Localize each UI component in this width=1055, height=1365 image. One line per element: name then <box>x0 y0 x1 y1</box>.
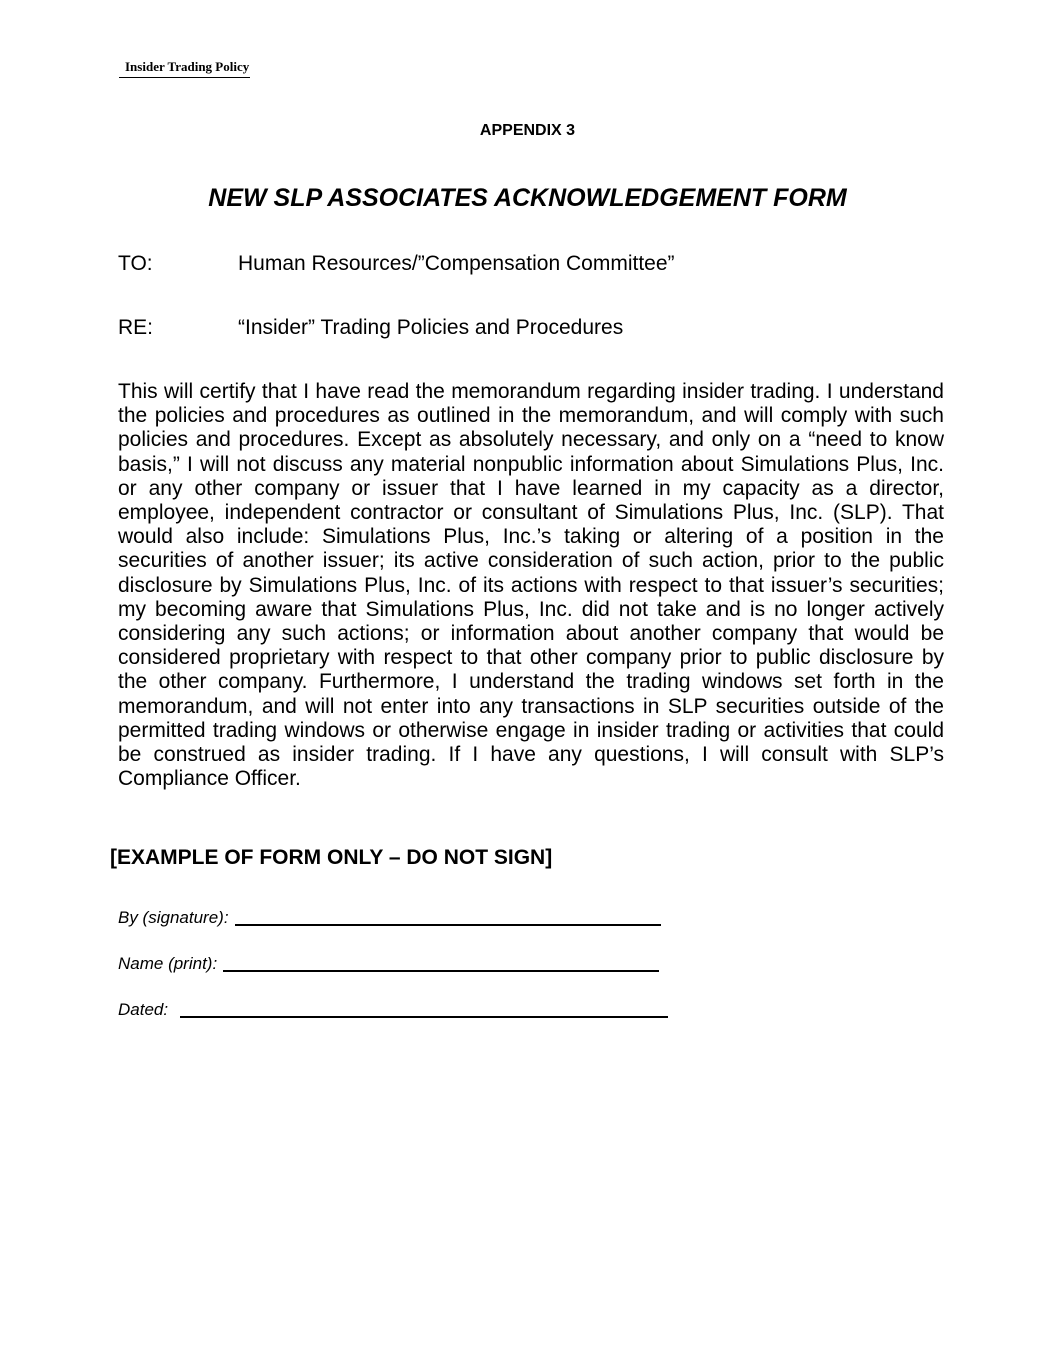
memo-to-value: Human Resources/”Compensation Committee” <box>238 252 675 275</box>
page-title: NEW SLP ASSOCIATES ACKNOWLEDGEMENT FORM <box>208 184 847 212</box>
name-line <box>118 952 659 975</box>
signature-line <box>118 906 661 929</box>
signature-label: By (signature): <box>118 908 229 927</box>
memo-re-row <box>118 315 623 341</box>
memo-re-label: RE: <box>118 316 154 339</box>
memo-to-label: TO: <box>118 252 153 275</box>
certification-paragraph: This will certify that I have read the memorandum regarding insider trading. I understand the policies and procedures as outlined in the memorandum, and will comply with such policies and procedures. Except as absolutely necessary, and only on a “need to know basis,” I will not discuss any material nonpublic information about Simulations Plus, Inc. or any other company or issuer that I have learned in my capacity as a director, employee, independent contractor or consultant of Simulations Plus, Inc. (SLP). That would also include: Simulations Plus, Inc.’s taking or altering of a position in the securities of another issuer; its active consideration of such action, prior to the public disclosure by Simulations Plus, Inc. of its actions with respect to that issuer’s securities; my becoming aware that Simulations Plus, Inc. did not take and is no longer actively considering any such actions; or information about another company that would be considered proprietary with respect to that other company prior to public disclosure by the other company. Furthermore, I understand the trading windows set forth in the memorandum, and will not enter into any transactions in SLP securities outside of the permitted trading windows or otherwise engage in insider trading or activities that could be construed as insider trading. If I have any questions, I will consult with SLP’s Compliance Officer. <box>118 380 944 791</box>
name-blank <box>223 952 659 972</box>
memo-re-value: “Insider” Trading Policies and Procedures <box>238 316 624 339</box>
example-notice: [EXAMPLE OF FORM ONLY – DO NOT SIGN] <box>110 846 553 869</box>
appendix-label: APPENDIX 3 <box>479 122 576 139</box>
date-line <box>118 998 668 1021</box>
name-label: Name (print): <box>118 954 218 973</box>
memo-to-row <box>118 251 675 277</box>
signature-blank <box>235 906 661 926</box>
running-header: Insider Trading Policy <box>119 58 250 78</box>
dated-blank <box>180 998 668 1018</box>
dated-label: Dated: <box>118 1000 169 1019</box>
